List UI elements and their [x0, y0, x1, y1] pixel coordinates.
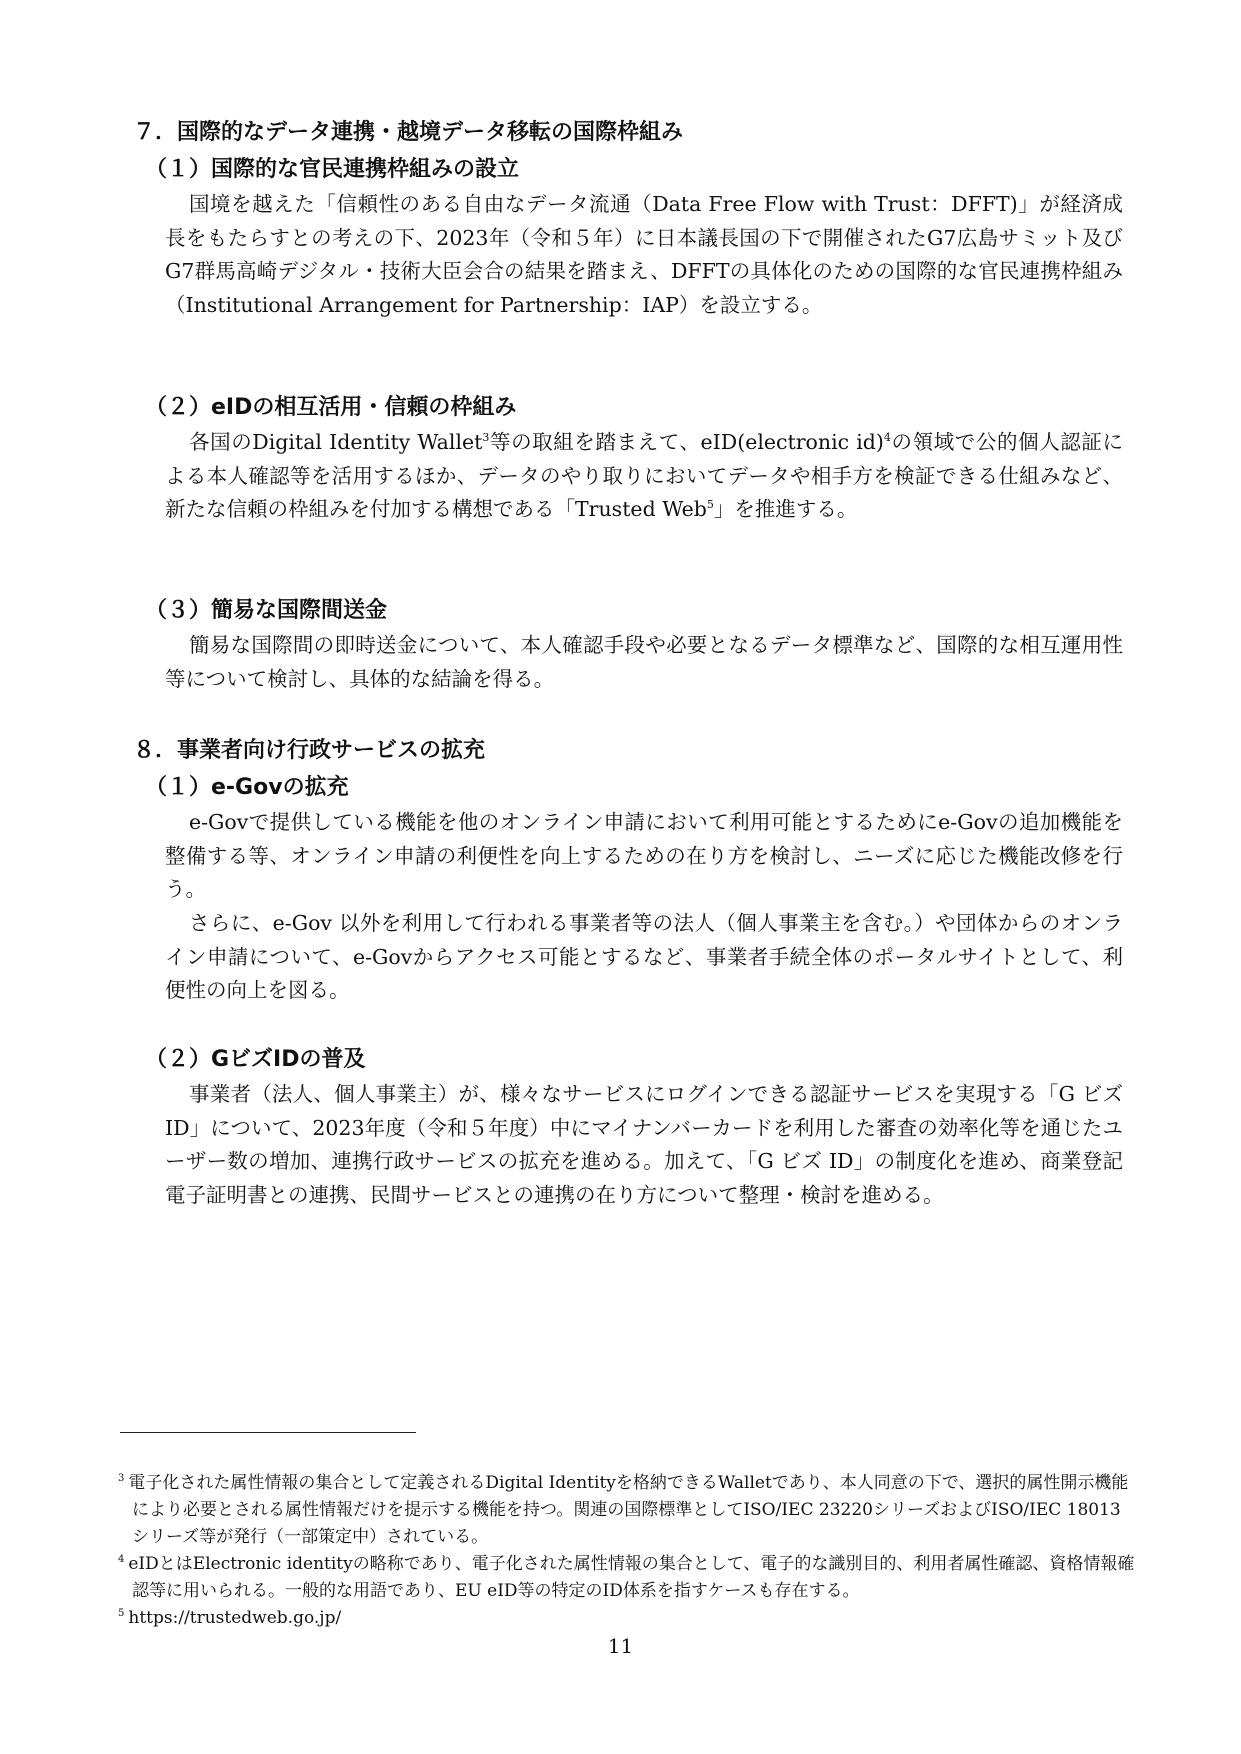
- section-7-3-body: 簡易な国際間の即時送金について、本人確認手段や必要となるデータ標準など、国際的な相互運用性等について検討し、具体的な結論を得る。: [165, 633, 1123, 691]
- footnote-text: eIDとはElectronic identityの略称であり、電子化された属性情報の集合として、電子的な識別目的、利用者属性確認、資格情報確認等に用いられる。一般的な用語であり、EU eID等の特定のID体系を指すケースも存在する。: [128, 1554, 1135, 1601]
- section-7-3-heading: （３）簡易な国際間送金: [145, 598, 388, 623]
- section-8-2-heading: （２）GビズIDの普及: [145, 1047, 366, 1072]
- footnote-number: 3: [118, 1473, 125, 1485]
- footnote-number: 4: [118, 1554, 125, 1566]
- footnote-number: 5: [118, 1608, 125, 1620]
- section-8-1-body-1: e-Govで提供している機能を他のオンライン申請において利用可能とするためにe-Govの追加機能を整備する等、オンライン申請の利便性を向上するための在り方を検討し、ニーズに応じた機能改修を行う。: [165, 810, 1123, 902]
- section-7-2-body: [165, 426, 1123, 527]
- footnote-5: [118, 1605, 1137, 1632]
- section-8-heading: ８．事業者向け行政サービスの拡充: [133, 738, 486, 763]
- footnote-text: 電子化された属性情報の集合として定義されるDigital Identityを格納できるWalletであり、本人同意の下で、選択的属性開示機能により必要とされる属性情報だけを提示する機能を持つ。関連の国際標準としてISO/IEC 23220シリーズおよびISO/IEC 18013シリーズ等が発行（一部策定中）されている。: [128, 1473, 1129, 1547]
- page-number: 11: [607, 1634, 634, 1658]
- section-7-1-body: 国境を越えた「信頼性のある自由なデータ流通（Data Free Flow with Trust：DFFT)」が経済成長をもたらすとの考えの下、2023年（令和５年）に日本議長国の下で開催されたG7広島サミット及びG7群馬高崎デジタル・技術大臣会合の結果を踏まえ、DFFTの具体化のための国際的な官民連携枠組み（Institutional Arrangement for Partnership：IAP）を設立する。: [165, 192, 1123, 317]
- body-text: の領域で公的個人認証による本人確認等を活用するほか、データのやり取りにおいてデータや相手方を検証できる仕組みなど、新たな信頼の枠組みを付加する構想である「Trusted Web: [165, 430, 1123, 522]
- section-8-1-body-2: さらに、e-Gov 以外を利用して行われる事業者等の法人（個人事業主を含む。）や団体からのオンライン申請について、e-Govからアクセス可能とするなど、事業者手続全体のポータルサイトとして、利便性の向上を図る。: [165, 911, 1123, 1003]
- footnote-ref-5: 5: [706, 498, 714, 512]
- body-text: 」を推進する。: [713, 497, 858, 522]
- section-8-1-heading: （１）e-Govの拡充: [145, 775, 349, 800]
- footnote-separator: [120, 1432, 416, 1433]
- footnote-4: [118, 1551, 1137, 1605]
- section-8-2-body: 事業者（法人、個人事業主）が、様々なサービスにログインできる認証サービスを実現する「G ビズ ID」について、2023年度（令和５年度）中にマイナンバーカードを利用した審査の効率化等を通じたユーザー数の増加、連携行政サービスの拡充を進める。加えて、「G ビズ ID」の制度化を進め、商業登記電子証明書との連携、民間サービスとの連携の在り方について整理・検討を進める。: [165, 1082, 1123, 1207]
- section-7-1-heading: （１）国際的な官民連携枠組みの設立: [145, 157, 520, 182]
- section-7-heading: ７．国際的なデータ連携・越境データ移転の国際枠組み: [133, 120, 684, 145]
- footnote-3: [118, 1470, 1137, 1551]
- body-text: 等の取組を踏まえて、eID(electronic id): [489, 430, 884, 454]
- footnote-url[interactable]: https://trustedweb.go.jp/: [128, 1608, 342, 1628]
- section-7-2-heading: （２）eIDの相互活用・信頼の枠組み: [145, 395, 517, 420]
- body-text: 各国のDigital Identity Wallet: [189, 430, 483, 454]
- footnote-ref-4: 4: [883, 431, 891, 445]
- footnote-ref-3: 3: [482, 431, 490, 445]
